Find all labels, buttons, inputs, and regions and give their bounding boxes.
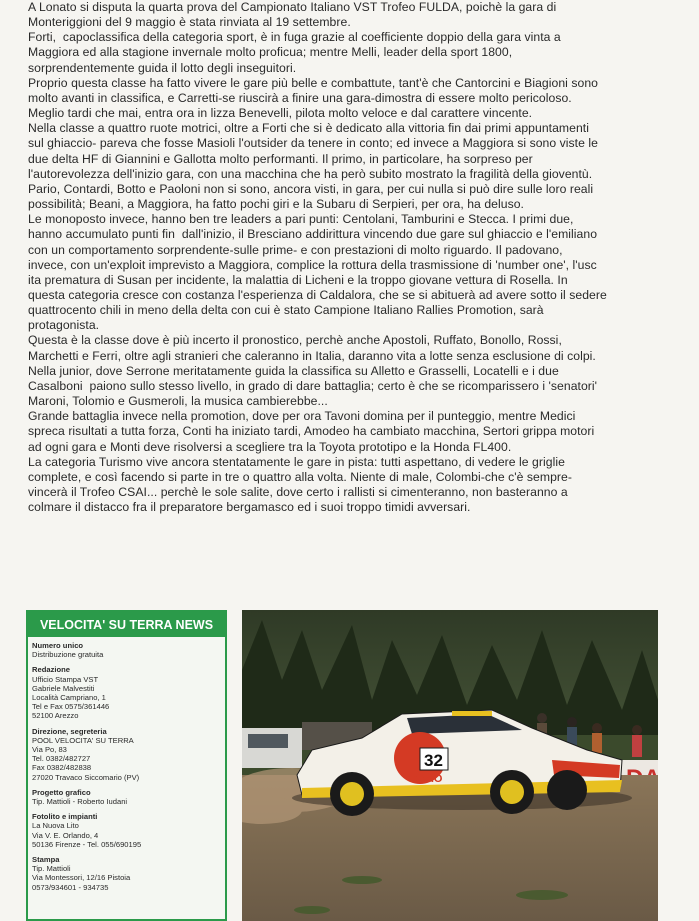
article-paragraph: Questa è la classe dove è più incerto il pronostico, perchè anche Apostoli, Ruffato, Bonollo, Rossi, Marchetti e Ferri, oltre agli stranieri che caleranno in Italia, daranno vita a lotte senza esclusione di colpi. bbox=[28, 333, 596, 363]
colophon-line: Gabriele Malvestiti bbox=[32, 683, 95, 693]
colophon-section bbox=[32, 665, 221, 720]
colophon-line: Località Campriano, 1 bbox=[32, 693, 106, 703]
rally-car-illustration bbox=[242, 610, 658, 921]
colophon-line: Tel e Fax 0575/361446 bbox=[32, 702, 110, 712]
car-decal: GOZIO bbox=[407, 773, 443, 785]
article-paragraph: Pario, Contardi, Botto e Paoloni non si sono, ancora visti, in gara, per cui nulla si può dire sulle loro reali possibilità; Beani, a Maggiora, ha fatto pochi giri e la Subaru di Serpieri, per ora, ha deluso. bbox=[28, 181, 594, 212]
colophon-line: 0573/934601 - 934735 bbox=[32, 882, 109, 892]
colophon-section bbox=[32, 855, 221, 892]
article-paragraph: La categoria Turismo vive ancora stentatamente le gare in pista: tutti aspettano, di vedere le griglie complete, e così facendo si parte in tre o quattro alla volta. Niente di male, Colombi-che c'è sempre- vincerà il Trofeo CSAI... perchè le sole salite, dove certo i rallisti si cimenteranno, non basteranno a colmare il distacco fra il preparatore bergamasco ed i suoi troppo timidi avversari. bbox=[28, 454, 572, 515]
colophon-line: Via Montessori, 12/16 Pistoia bbox=[32, 873, 131, 883]
rally-car-photo bbox=[242, 610, 658, 921]
colophon-section bbox=[32, 641, 221, 659]
colophon-line: POOL VELOCITA' SU TERRA bbox=[32, 735, 134, 745]
colophon-line: Via Po, 83 bbox=[32, 745, 67, 755]
colophon-header: VELOCITA' SU TERRA NEWS bbox=[28, 612, 225, 637]
colophon-line: Via V. E. Orlando, 4 bbox=[32, 830, 99, 840]
article-paragraph: Nella classe a quattro ruote motrici, oltre a Forti che si è dedicato alla vittoria fin dai primi appuntamenti sul ghiaccio- pareva che fosse Masioli l'outsider da tenere in conto; ed invece a Maggiora si sono viste le due delta HF di Giannini e Gallotta molto performanti. Il primo, in particolare, ha sorpreso per l'autorevolezza dell'inizio gara, con una macchina che ha però subito mostrato la fragilità della gioventù. bbox=[28, 121, 598, 181]
colophon-line: 50136 Firenze - Tel. 055/690195 bbox=[32, 839, 142, 849]
colophon-section-title: Redazione bbox=[32, 665, 70, 675]
colophon-section-title: Progetto grafico bbox=[32, 787, 91, 797]
colophon-box bbox=[26, 610, 227, 921]
colophon-section-title: Numero unico bbox=[32, 641, 84, 650]
colophon-line: Tip. Mattioli - Roberto Iudani bbox=[32, 797, 128, 807]
car-number: 32 bbox=[424, 751, 443, 770]
colophon-body bbox=[28, 637, 225, 892]
colophon-line: Fax 0382/482838 bbox=[32, 763, 92, 773]
colophon-line: Tel. 0382/482727 bbox=[32, 754, 91, 764]
colophon-line: Distribuzione gratuita bbox=[32, 650, 104, 660]
colophon-line: 52100 Arezzo bbox=[32, 711, 79, 721]
colophon-section-title: Stampa bbox=[32, 855, 60, 865]
article-paragraph: Proprio questa classe ha fatto vivere le gare più belle e combattute, tant'è che Cantorcini e Biagioni sono molto avanti in classifica, e Carretti-se riuscirà a finire una gara-dimostra di essere molto pericoloso. Meglio tardi che mai, entra ora in lizza Benevelli, pilota molto veloce e dal carattere vincente. bbox=[28, 75, 598, 121]
colophon-section bbox=[32, 727, 221, 782]
colophon-line: 27020 Travaco Siccomario (PV) bbox=[32, 772, 140, 782]
article-paragraph: Forti, capoclassifica della categoria sport, è in fuga grazie al coefficiente doppio della gara vinta a Maggiora ed alla stagione invernale molto proficua; mentre Melli, leader della sport 1800, sorprendentemente guida il lotto degli inseguitori. bbox=[28, 30, 561, 75]
colophon-line: Tip. Mattioli bbox=[32, 864, 71, 874]
colophon-line: La Nuova Lito bbox=[32, 821, 79, 831]
article-paragraph: Grande battaglia invece nella promotion, dove per ora Tavoni domina per il punteggio, mentre Medici spreca risultati a tutta forza, Conti ha iniziato tardi, Amodeo ha cambiato macchina, Sertori grippa motori ad ogni gara e Monti deve risolversi a scegliere tra la Toyota prototipo e la Honda FL400. bbox=[28, 409, 595, 454]
colophon-section-title: Direzione, segreteria bbox=[32, 726, 107, 736]
colophon-section bbox=[32, 788, 221, 806]
colophon-section bbox=[32, 812, 221, 849]
article-paragraph: A Lonato si disputa la quarta prova del Campionato Italiano VST Trofeo FULDA, poichè la gara di Monteriggioni del 9 maggio è stata rinviata al 19 settembre. bbox=[28, 0, 557, 30]
colophon-section-title: Fotolito e impianti bbox=[32, 812, 98, 822]
article-paragraph: Le monoposto invece, hanno ben tre leaders a pari punti: Centolani, Tamburini e Stecca. I primi due, hanno accumulato punti fin dall'inizio, il Bresciano addirittura vincendo due gare sul ghiaccio e l'emiliano con un comportamento sorprendente-sulle prime- e con prestazioni di molto riguardo. Il padovano, invece, con un'exploit imprevisto a Maggiora, complice la rottura della trasmissione di 'number one', l'usc ita prematura di Susan per incidente, la malattia di Licheni e la troppo giovane vettura di Rosella. In questa categoria cresce con costanza l'esperienza di Caldalora, che se si abituerà ad avere sotto il sedere quattrocento chili in meno della delta con cui è stato Campione Italiano Rallies Promotion, sarà protagonista. bbox=[28, 212, 607, 333]
article-paragraph: Nella junior, dove Serrone meritatamente guida la classifica su Alletto e Grasselli, Locatelli e i due Casalboni paiono sullo stesso livello, in grado di dare battaglia; certo è che se ricomparissero i 'senatori' Maroni, Tolomio e Gusmeroli, la musica cambierebbe... bbox=[28, 363, 598, 409]
colophon-line: Ufficio Stampa VST bbox=[32, 674, 99, 684]
article-body bbox=[28, 0, 664, 515]
